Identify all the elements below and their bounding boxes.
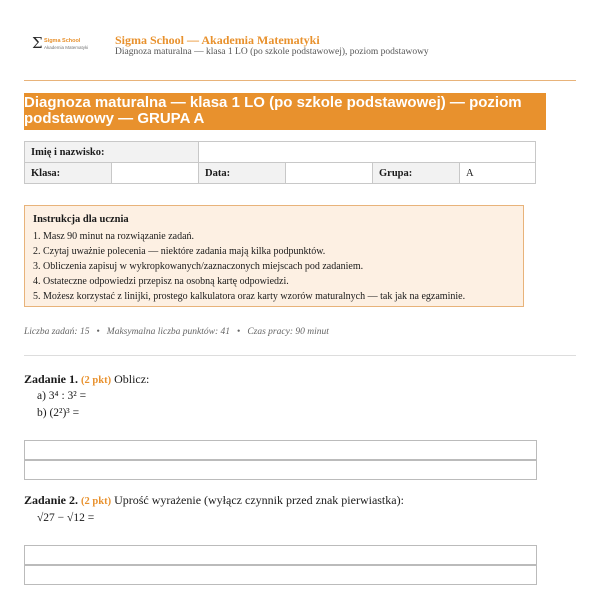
task-1-label: Zadanie 1. (24, 372, 79, 386)
header-subtitle: Diagnoza maturalna — klasa 1 LO (po szkole podstawowej), poziom podstawowy (115, 47, 429, 57)
task-2-answer-field[interactable] (24, 565, 537, 585)
instructions-box (24, 205, 524, 307)
logo-text: Sigma School (44, 38, 81, 44)
task-1-prompt (24, 372, 149, 387)
student-info-table (24, 141, 536, 184)
school-name: Sigma School — Akademia Matematyki (115, 33, 320, 47)
class-field[interactable] (112, 163, 199, 184)
task-1-points: (2 pkt) (81, 375, 112, 386)
sigma-logo-icon: Σ (32, 34, 43, 52)
time-limit: Czas pracy: 90 minut (247, 327, 329, 337)
instruction-item: 2. Czytaj uważnie polecenia — niektóre zadania mają kilka podpunktów. (33, 246, 326, 257)
task-2-text: Uprość wyrażenie (wyłącz czynnik przed znak pierwiastka): (114, 493, 404, 507)
title-line-1: Diagnoza maturalna — klasa 1 LO (po szkole podstawowej) — poziom (24, 94, 522, 111)
title-line-2: podstawowy — GRUPA A (24, 110, 205, 127)
name-field[interactable] (199, 142, 536, 163)
instructions-heading: Instrukcja dla ucznia (33, 214, 129, 225)
date-label: Data: (199, 163, 286, 184)
name-label: Imię i nazwisko: (25, 142, 199, 163)
task-2-prompt (24, 493, 404, 508)
group-value: A (460, 163, 536, 184)
task-1-text: Oblicz: (114, 372, 150, 386)
logo-subtext: Akademia Matematyki (44, 45, 89, 50)
instruction-item: 1. Masz 90 minut na rozwiązanie zadań. (33, 231, 195, 242)
page-title (24, 93, 546, 130)
task-1-answer-field[interactable] (24, 460, 537, 480)
meta-separator: • (96, 327, 100, 337)
exam-meta (24, 327, 329, 337)
section-divider (24, 355, 576, 356)
task-1-answer-field[interactable] (24, 440, 537, 460)
max-points: Maksymalna liczba punktów: 41 (106, 327, 230, 337)
task-2-expression: √27 − √12 = (37, 512, 95, 524)
page-header (24, 30, 576, 70)
task-1-part-b: b) (2²)³ = (37, 407, 80, 419)
group-label: Grupa: (373, 163, 460, 184)
task-2-label: Zadanie 2. (24, 493, 79, 507)
school-logo (32, 36, 102, 56)
instruction-item: 5. Możesz korzystać z linijki, prostego kalkulatora oraz karty wzorów maturalnych — tak jak na egzaminie. (33, 291, 466, 302)
header-divider (24, 80, 576, 81)
class-label: Klasa: (25, 163, 112, 184)
instruction-item: 4. Ostateczne odpowiedzi przepisz na osobną kartę odpowiedzi. (33, 276, 289, 287)
task-2-answer-field[interactable] (24, 545, 537, 565)
instruction-item: 3. Obliczenia zapisuj w wykropkowanych/zaznaczonych miejscach pod zadaniem. (33, 261, 364, 272)
date-field[interactable] (286, 163, 373, 184)
task-1-part-a: a) 3⁴ : 3² = (37, 390, 87, 402)
task-2-points: (2 pkt) (81, 496, 112, 507)
task-count: Liczba zadań: 15 (24, 327, 90, 337)
meta-separator: • (237, 327, 241, 337)
